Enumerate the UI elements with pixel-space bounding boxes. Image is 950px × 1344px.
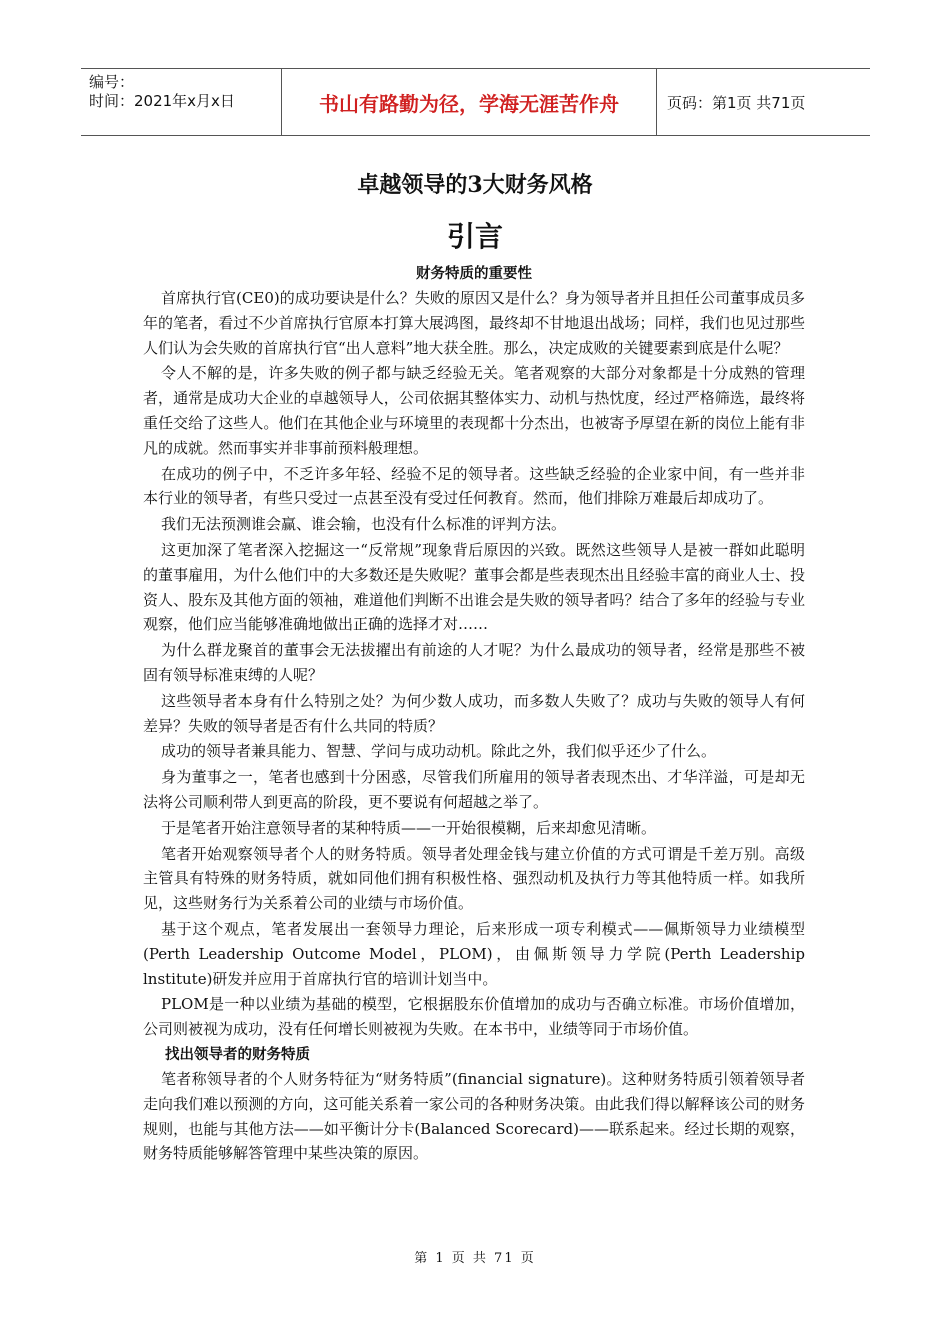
paragraph: 这更加深了笔者深入挖掘这一“反常规”现象背后原因的兴致。既然这些领导人是被一群如此聪明的董事雇用，为什么他们中的大多数还是失败呢？董事会都是些表现杰出且经验丰富的商业人士、投资人、股东及其他方面的领袖，难道他们判断不出谁会是失败的领导者吗？结合了多年的经验与专业观察，他们应当能够准确地做出正确的选择才对…… [143,540,805,634]
paragraph: 基于这个观点，笔者发展出一套领导力理论，后来形成一项专利模式——佩斯领导力业绩模型(Perth Leadership Outcome Model，PLOM)，由佩斯领导力学院(Perth Leadership lnstitute)研发并应用于首席执行官的培训计划当中。 [143,919,805,988]
paragraph: 在成功的例子中，不乏许多年轻、经验不足的领导者。这些缺乏经验的企业家中间，有一些并非本行业的领导者，有些只受过一点甚至没有受过任何教育。然而，他们排除万难最后却成功了。 [143,464,805,508]
header-meta [81,69,282,135]
paragraph: 身为董事之一，笔者也感到十分困惑，尽管我们所雇用的领导者表现杰出、才华洋溢，可是却无法将公司顺利带人到更高的阶段，更不要说有何超越之举了。 [143,768,805,811]
header-number-label: 编号： [89,73,135,91]
document-title: 卓越领导的3大财务风格 [357,172,593,198]
paragraph: 笔者称领导者的个人财务特征为“财务特质”(financial signature)。这种财务特质引领着领导者走向我们难以预测的方向，这可能关系着一家公司的各种财务决策。由此我们得以解释该公司的财务规则，也能与其他方法——如平衡计分卡(Balanced Scorecard)——联系起来。经过长期的观察，财务特质能够解答管理中某些决策的原因。 [143,1069,805,1163]
header-date-label: 时间：2021年x月x日 [89,92,235,110]
document-body [143,262,805,1167]
paragraph: 这些领导者本身有什么特别之处？为何少数人成功，而多数人失败了？成功与失败的领导人有何差异？失败的领导者是否有什么共同的特质？ [143,691,805,735]
section-heading: 找出领导者的财务特质 [165,1046,310,1063]
paragraph: 笔者开始观察领导者个人的财务特质。领导者处理金钱与建立价值的方式可谓是千差万别。高级主管具有特殊的财务特质，就如同他们拥有积极性格、强烈动机及执行力等其他特质一样。如我所见，这些财务行为关系着公司的业绩与市场价值。 [143,844,805,913]
paragraph: 成功的领导者兼具能力、智慧、学问与成功动机。除此之外，我们似乎还少了什么。 [161,742,717,761]
paragraph: 我们无法预测谁会赢、谁会输，也没有什么标准的评判方法。 [161,515,567,534]
paragraph: 首席执行官(CE0)的成功要诀是什么？失败的原因又是什么？身为领导者并且担任公司董事成员多年的笔者，看过不少首席执行官原本打算大展鸿图，最终却不甘地退出战场；同样，我们也见过那些人们认为会失败的首席执行官“出人意料”地大获全胜。那么，决定成败的关键要素到底是什么呢？ [143,289,805,357]
page-header [81,68,870,136]
document-subtitle: 引言 [446,220,503,253]
paragraph: 令人不解的是，许多失败的例子都与缺乏经验无关。笔者观察的大部分对象都是十分成熟的管理者，通常是成功大企业的卓越领导人，公司依据其整体实力、动机与热忱度，经过严格筛选，最终将重任交给了这些人。他们在其他企业与环境里的表现都十分杰出，也被寄予厚望在新的岗位上能有非凡的成就。然而事实并非事前预料般理想。 [143,364,805,457]
section-heading: 财务特质的重要性 [416,266,532,282]
header-page-info: 页码：第1页 共71页 [667,93,806,112]
header-motto: 书山有路勤为径，学海无涯苦作舟 [282,69,657,135]
paragraph: 于是笔者开始注意领导者的某种特质——一开始很模糊，后来却愈见清晰。 [161,818,657,837]
page-footer: 第 1 页 共 71 页 [414,1251,536,1266]
paragraph: 为什么群龙聚首的董事会无法拔擢出有前途的人才呢？为什么最成功的领导者，经常是那些不被固有领导标准束缚的人呢？ [143,641,805,684]
paragraph: PLOM是一种以业绩为基础的模型，它根据股东价值增加的成功与否确立标准。市场价值增加，公司则被视为成功，没有任何增长则被视为失败。在本书中，业绩等同于市场价值。 [143,995,805,1039]
